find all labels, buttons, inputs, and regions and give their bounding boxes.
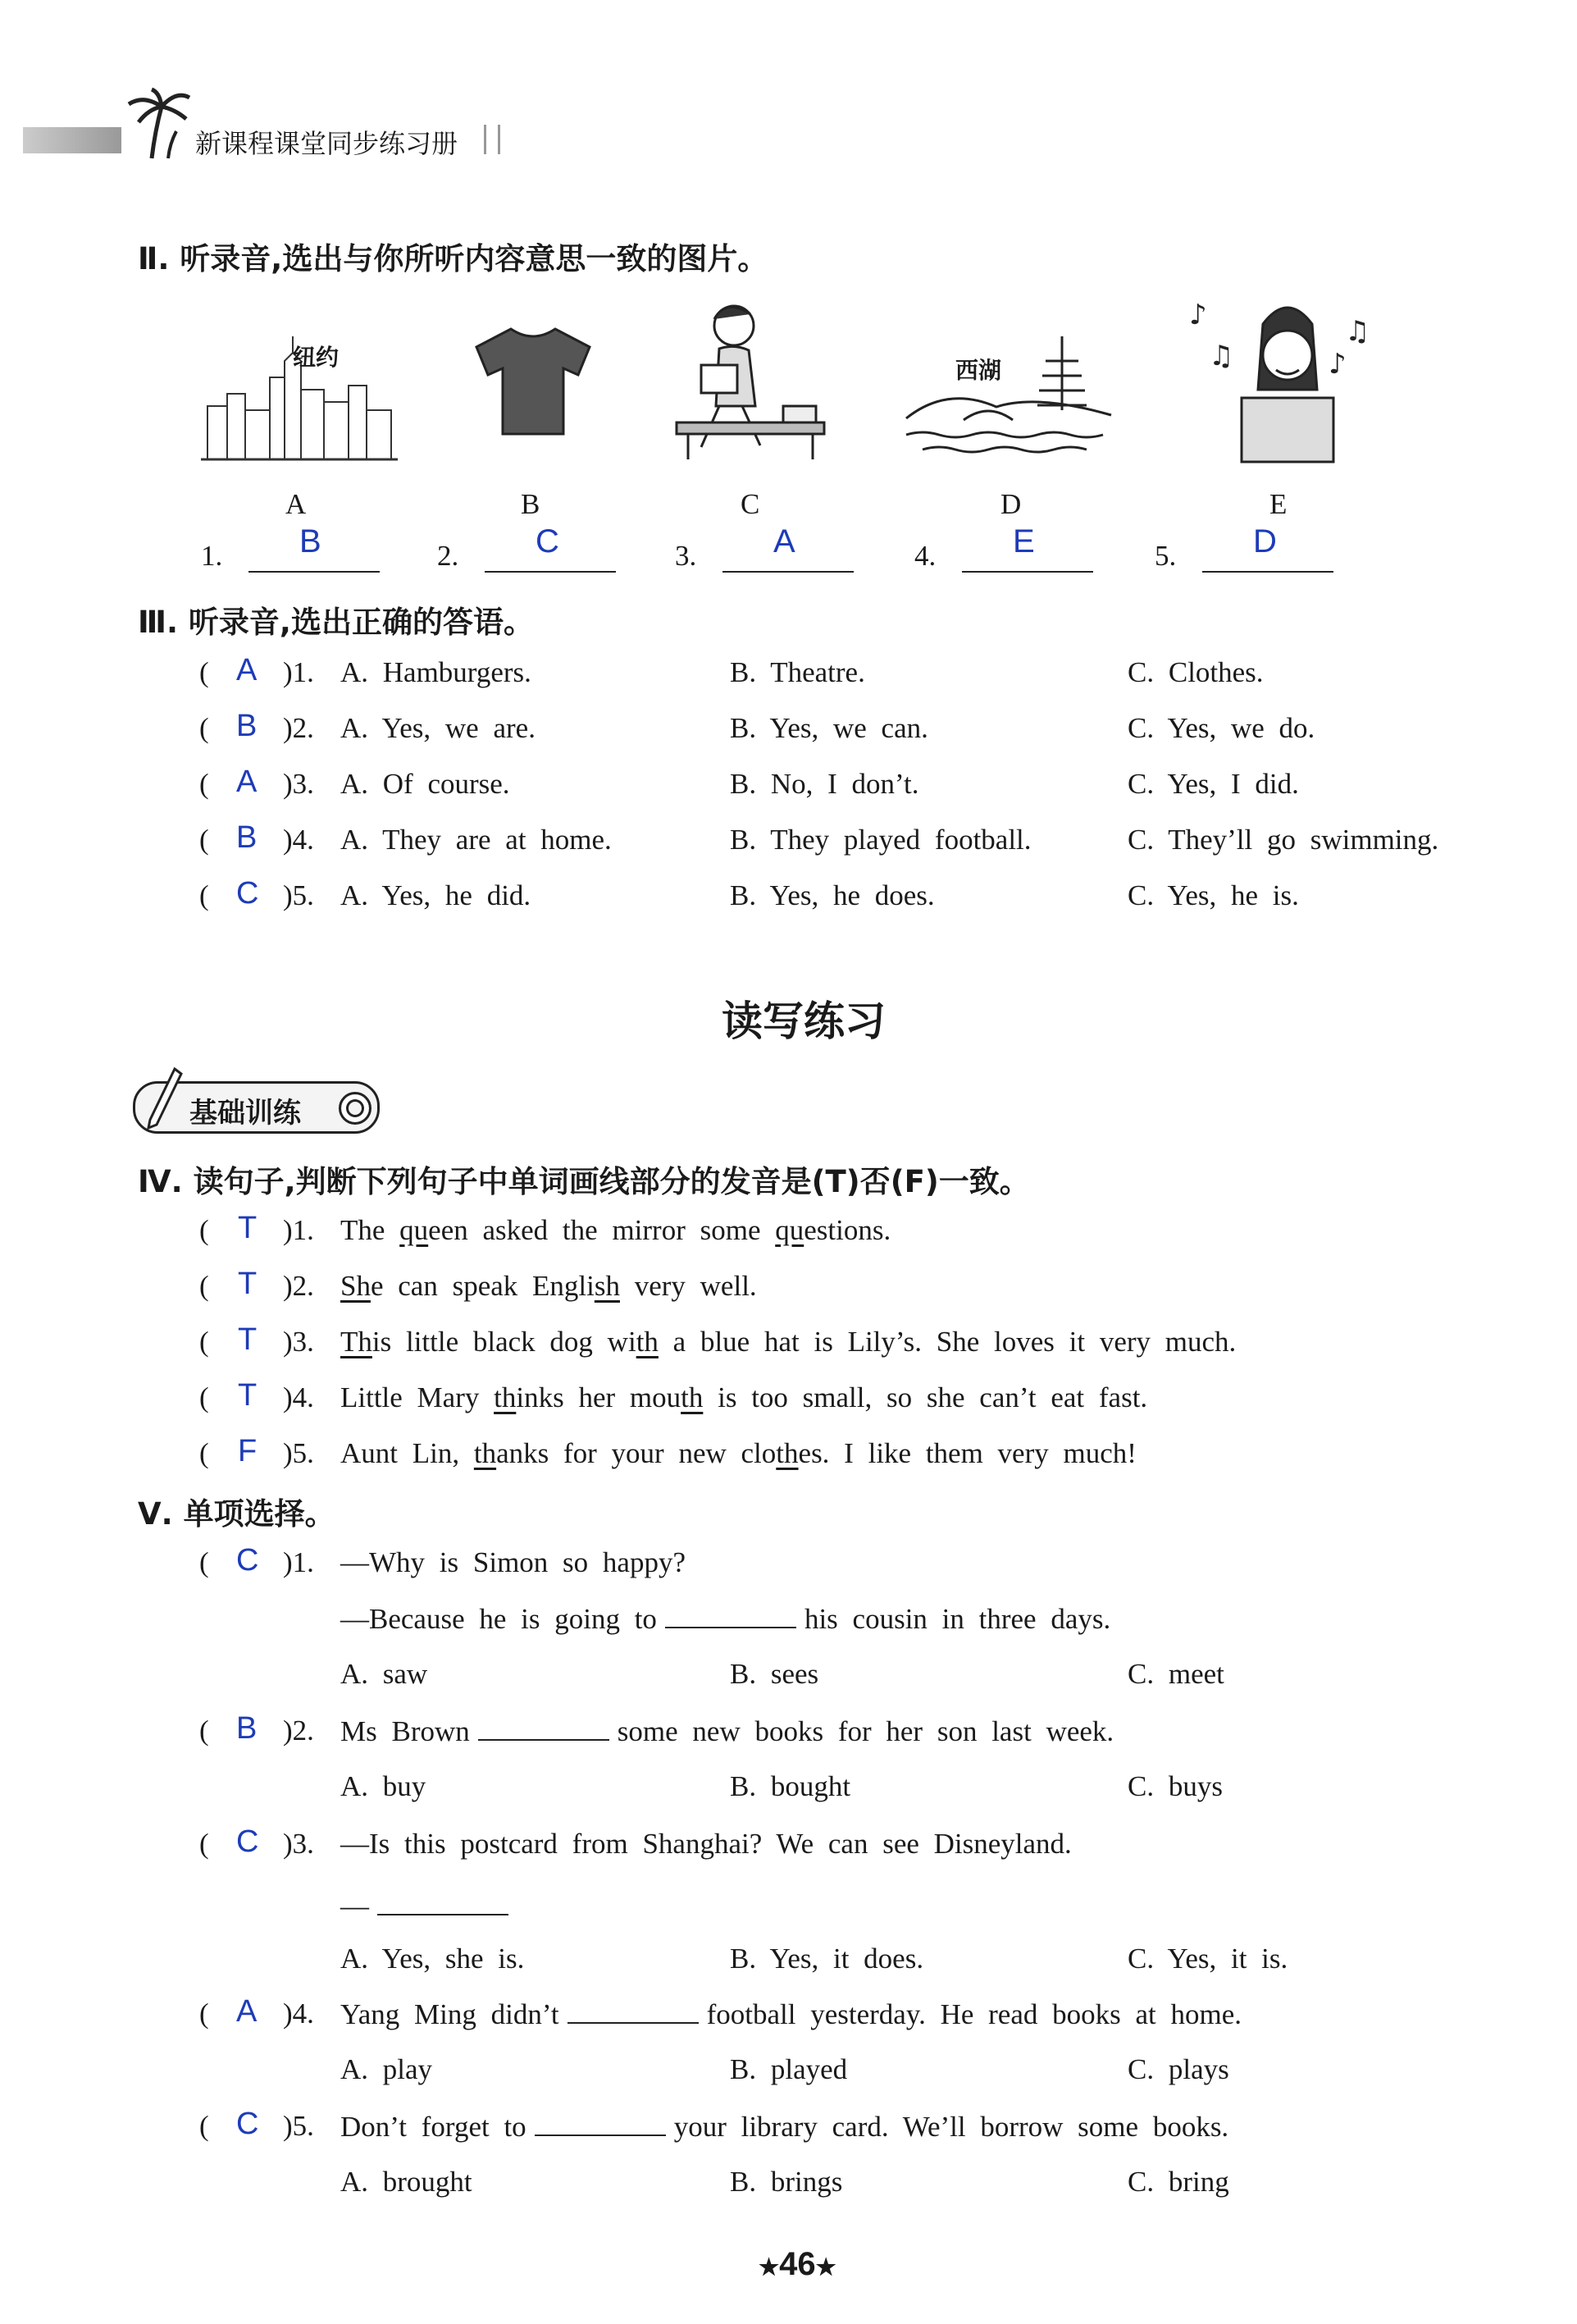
badge: [133, 1081, 380, 1134]
answer-paren: (: [199, 1714, 209, 1746]
underlined-letters: th: [494, 1381, 517, 1413]
practice-title: 读写练习: [722, 998, 886, 1045]
svg-text:♪: ♪: [1329, 348, 1347, 381]
answer-paren: (: [199, 1828, 209, 1860]
answer-value: F: [238, 1434, 258, 1468]
option-c: C. meet: [1128, 1658, 1224, 1690]
question-number: )4.: [283, 824, 314, 856]
answer-value: C: [236, 1824, 259, 1859]
answer-value: D: [1253, 523, 1277, 559]
question-number: )2.: [283, 1270, 314, 1302]
question-number: )4.: [283, 1381, 314, 1413]
question-number: )1.: [283, 1546, 314, 1578]
option-c: C. Yes, it is.: [1128, 1943, 1288, 1975]
question-text: football yesterday. He read books at home.: [706, 1998, 1242, 2030]
picture-e: [1181, 291, 1394, 463]
answer-blank: [485, 523, 616, 573]
sentence-text: a blue hat is Lily’s. She loves it very much.: [658, 1326, 1237, 1358]
answer-paren: (: [199, 1214, 209, 1246]
question-line: [340, 1714, 1114, 1748]
question-number: )5.: [283, 2110, 314, 2142]
picture-a-caption: 纽约: [293, 344, 340, 371]
answer-paren: (: [199, 768, 209, 800]
west-lake-pagoda-icon: [898, 328, 1119, 459]
underlined-letters: sh: [594, 1270, 620, 1302]
question-number: )2.: [283, 1714, 314, 1746]
pencil-icon: [142, 1066, 183, 1131]
answer-paren: (: [199, 879, 209, 911]
answer-value: T: [238, 1211, 258, 1245]
sentence-text: Little Mary: [340, 1381, 495, 1413]
underlined-letters: Th: [340, 1326, 372, 1358]
answer-paren: (: [199, 1326, 209, 1358]
palm-tree-icon: [119, 86, 193, 160]
page-number-value: 46: [779, 2246, 816, 2282]
question-line: [340, 1546, 686, 1579]
answer-value: A: [236, 653, 258, 687]
picture-letter: A: [285, 488, 307, 520]
section2-heading: Ⅱ. 听录音,选出与你所听内容意思一致的图片。: [138, 241, 768, 276]
header-bar: [23, 127, 121, 153]
page-number: [759, 2246, 836, 2283]
underlined-letters: th: [776, 1437, 799, 1469]
option-c: C. Yes, he is.: [1128, 879, 1299, 911]
answer-paren: (: [199, 1998, 209, 2030]
option-b: B. Theatre.: [730, 656, 865, 688]
answer-value: C: [536, 523, 559, 559]
option-b: B. No, I don’t.: [730, 768, 919, 800]
picture-d-caption: 西湖: [955, 357, 1002, 384]
question-text: Yang Ming didn’t: [340, 1998, 559, 2030]
sentence: [340, 1326, 1236, 1358]
underlined-letters: qu: [775, 1214, 804, 1246]
question-text: Ms Brown: [340, 1715, 470, 1747]
answer-blank: [478, 1714, 609, 1741]
option-a: A. Hamburgers.: [340, 656, 531, 688]
answer-blank: [962, 523, 1093, 573]
sentence-text: anks for your new clo: [496, 1437, 777, 1469]
sentence: [340, 1270, 757, 1303]
sentence-text: estions.: [804, 1214, 891, 1246]
svg-text:♫: ♫: [1345, 315, 1370, 348]
picture-letter: D: [1000, 488, 1022, 520]
answer-slot-5: [1155, 523, 1333, 573]
option-a: A. Of course.: [340, 768, 510, 800]
question-line: [340, 1889, 517, 1923]
question-number: )1.: [283, 656, 314, 688]
question-text: —Is this postcard from Shanghai? We can see Disneyland.: [340, 1828, 1072, 1860]
question-text: your library card. We’ll borrow some books.: [673, 2111, 1229, 2143]
sentence-text: very well.: [619, 1270, 757, 1302]
option-a: A. They are at home.: [340, 824, 612, 856]
answer-value: B: [236, 820, 258, 855]
answer-number: 4.: [914, 540, 937, 572]
underlined-letters: th: [636, 1326, 659, 1358]
answer-value: E: [1013, 523, 1035, 559]
option-b: B. sees: [730, 1658, 819, 1690]
svg-text:♫: ♫: [1209, 340, 1234, 372]
answer-blank: [377, 1889, 508, 1915]
question-number: )5.: [283, 1437, 314, 1469]
singing-girl-icon: [1181, 291, 1394, 463]
answer-value: C: [236, 2107, 259, 2141]
question-text: —Why is Simon so happy?: [340, 1546, 686, 1578]
sentence-text: is too small, so she can’t eat fast.: [703, 1381, 1148, 1413]
question-text: —Because he is going to: [340, 1603, 657, 1635]
option-a: A. play: [340, 2053, 433, 2085]
badge-label: 基础训练: [189, 1097, 301, 1130]
answer-paren: (: [199, 1437, 209, 1469]
sentence: [340, 1214, 891, 1247]
question-line: [340, 2110, 1228, 2144]
answer-slot-3: [675, 523, 854, 573]
option-c: C. plays: [1128, 2053, 1229, 2085]
answer-blank: [535, 2110, 666, 2136]
option-a: A. Yes, we are.: [340, 712, 536, 744]
sentence-text: is little black dog wi: [371, 1326, 636, 1358]
question-number: )3.: [283, 1326, 314, 1358]
answer-paren: (: [199, 1546, 209, 1578]
t-shirt-icon: [472, 324, 595, 439]
picture-d: [898, 328, 1119, 459]
star-icon: ★: [759, 2254, 780, 2280]
option-b: B. bought: [730, 1770, 851, 1802]
answer-slot-1: [201, 523, 380, 573]
question-number: )3.: [283, 1828, 314, 1860]
answer-value: B: [236, 1711, 258, 1746]
option-c: C. Yes, we do.: [1128, 712, 1315, 744]
option-c: C. They’ll go swimming.: [1128, 824, 1439, 856]
answer-number: 5.: [1155, 540, 1177, 572]
sentence-text: e can speak Engli: [370, 1270, 595, 1302]
answer-value: T: [238, 1378, 258, 1413]
option-c: C. Yes, I did.: [1128, 768, 1299, 800]
picture-letter: C: [741, 488, 760, 520]
answer-slot-4: [914, 523, 1093, 573]
sentence: [340, 1381, 1147, 1414]
picture-letter: B: [521, 488, 540, 520]
underlined-letters: th: [473, 1437, 497, 1469]
sentence-text: es. I like them very much!: [798, 1437, 1137, 1469]
star-icon: ★: [815, 2254, 836, 2280]
answer-value: C: [236, 1543, 259, 1577]
answer-paren: (: [199, 824, 209, 856]
answer-paren: (: [199, 656, 209, 688]
sentence-text: inks her mou: [516, 1381, 681, 1413]
sentence: [340, 1437, 1137, 1470]
option-a: A. Yes, she is.: [340, 1943, 525, 1975]
option-b: B. Yes, we can.: [730, 712, 928, 744]
answer-blank: [1202, 523, 1333, 573]
sentence-text: Aunt Lin,: [340, 1437, 474, 1469]
answer-paren: (: [199, 1270, 209, 1302]
answer-value: T: [238, 1267, 258, 1301]
header-title: 新课程课堂同步练习册: [195, 128, 458, 159]
section3-heading: Ⅲ. 听录音,选出正确的答语。: [138, 605, 534, 640]
question-number: )4.: [283, 1998, 314, 2030]
question-text: his cousin in three days.: [804, 1603, 1111, 1635]
underlined-letters: Sh: [340, 1270, 371, 1302]
answer-value: A: [236, 1994, 258, 2029]
header-divider: [484, 125, 500, 154]
option-a: A. Yes, he did.: [340, 879, 531, 911]
question-number: )3.: [283, 768, 314, 800]
question-text: some new books for her son last week.: [617, 1715, 1114, 1747]
option-a: A. brought: [340, 2166, 472, 2198]
question-text: —: [340, 1890, 369, 1922]
sentence-text: een asked the mirror some: [428, 1214, 776, 1246]
section5-heading: Ⅴ. 单项选择。: [138, 1496, 335, 1532]
option-b: B. Yes, he does.: [730, 879, 935, 911]
option-b: B. brings: [730, 2166, 843, 2198]
picture-a: [201, 328, 398, 463]
option-b: B. played: [730, 2053, 848, 2085]
answer-value: B: [299, 523, 321, 559]
question-text: Don’t forget to: [340, 2111, 526, 2143]
svg-text:♪: ♪: [1189, 299, 1207, 331]
question-line: [340, 1998, 1242, 2031]
answer-blank: [665, 1602, 796, 1628]
option-a: A. saw: [340, 1658, 428, 1690]
answer-blank: [248, 523, 380, 573]
picture-b: [472, 324, 595, 439]
answer-number: 2.: [437, 540, 459, 572]
underlined-letters: qu: [399, 1214, 429, 1246]
answer-value: C: [236, 876, 259, 911]
picture-letter: E: [1269, 488, 1288, 520]
question-number: )1.: [283, 1214, 314, 1246]
question-number: )2.: [283, 712, 314, 744]
sentence-text: The: [340, 1214, 400, 1246]
option-a: A. buy: [340, 1770, 426, 1802]
answer-blank: [722, 523, 854, 573]
answer-value: B: [236, 709, 258, 743]
question-line: [340, 1828, 1072, 1861]
answer-value: T: [238, 1322, 258, 1357]
answer-paren: (: [199, 712, 209, 744]
section4-heading: Ⅳ. 读句子,判断下列句子中单词画线部分的发音是(T)否(F)一致。: [138, 1164, 1030, 1199]
answer-number: 3.: [675, 540, 697, 572]
option-c: C. buys: [1128, 1770, 1223, 1802]
answer-paren: (: [199, 1381, 209, 1413]
answer-paren: (: [199, 2110, 209, 2142]
answer-slot-2: [437, 523, 616, 573]
underlined-letters: th: [681, 1381, 704, 1413]
question-number: )5.: [283, 879, 314, 911]
picture-c: [668, 291, 832, 463]
reading-boy-icon: [668, 291, 832, 463]
answer-number: 1.: [201, 540, 223, 572]
answer-value: A: [773, 523, 795, 559]
answer-blank: [567, 1998, 699, 2024]
option-b: B. Yes, it does.: [730, 1943, 924, 1975]
option-b: B. They played football.: [730, 824, 1032, 856]
option-c: C. Clothes.: [1128, 656, 1264, 688]
badge-ring-icon: [339, 1092, 371, 1125]
question-line: [340, 1602, 1110, 1636]
answer-value: A: [236, 765, 258, 799]
option-c: C. bring: [1128, 2166, 1229, 2198]
